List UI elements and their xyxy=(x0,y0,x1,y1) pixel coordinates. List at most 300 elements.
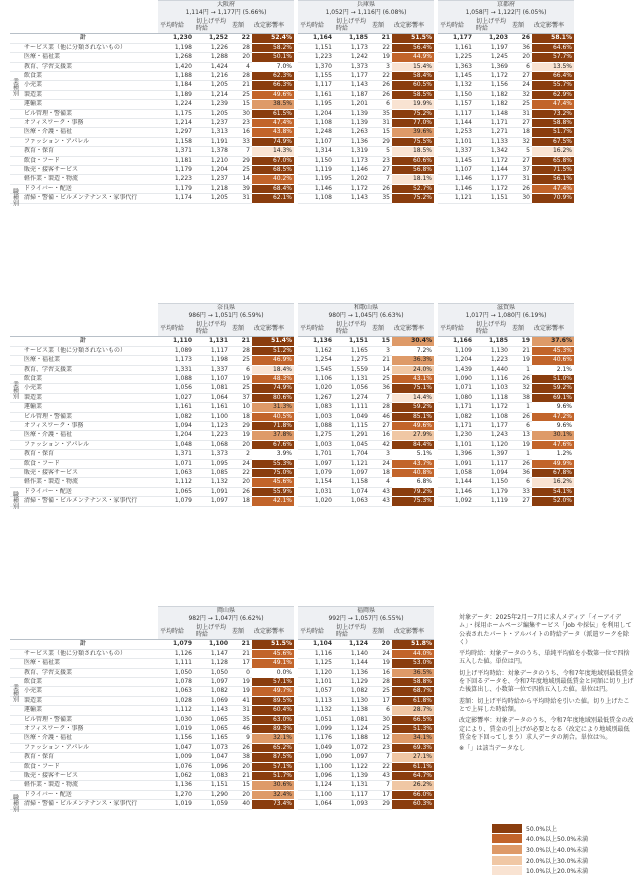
impact-rate-cell: 74.9% xyxy=(252,137,294,146)
raised-wage-cell: 1,291 xyxy=(334,431,370,440)
raised-wage-cell: 1,119 xyxy=(474,497,510,506)
avg-wage-cell: 1,050 xyxy=(158,668,194,677)
raised-wage-cell: 1,072 xyxy=(334,743,370,752)
col-impact-rate: 改定影響率 xyxy=(532,320,574,337)
raised-wage-cell: 1,095 xyxy=(194,459,230,468)
raised-wage-cell: 1,115 xyxy=(334,421,370,430)
difference-cell: 6 xyxy=(510,421,532,430)
raised-wage-cell: 1,131 xyxy=(334,781,370,790)
raised-wage-cell: 1,165 xyxy=(334,346,370,355)
raised-wage-cell: 1,214 xyxy=(194,90,230,99)
difference-cell: 27 xyxy=(510,497,532,506)
difference-cell: 30 xyxy=(230,109,252,118)
row-label: 飲食業 xyxy=(10,71,158,80)
avg-wage-cell: 1,100 xyxy=(298,762,334,771)
avg-wage-cell: 1,337 xyxy=(438,147,474,156)
col-raised-wage: 切上げ平均時給 xyxy=(334,320,370,337)
raised-wage-cell: 1,263 xyxy=(334,128,370,137)
impact-rate-cell: 49.7% xyxy=(252,687,294,696)
table-row xyxy=(10,724,434,733)
raised-wage-cell: 1,197 xyxy=(474,43,510,52)
avg-wage-cell: 1,063 xyxy=(158,687,194,696)
avg-wage-cell: 1,112 xyxy=(158,478,194,487)
impact-rate-cell: 58.4% xyxy=(392,71,434,80)
impact-rate-cell: 79.2% xyxy=(392,487,434,496)
impact-rate-cell: 60.4% xyxy=(252,706,294,715)
difference-cell: 38 xyxy=(510,393,532,402)
row-label: 計 xyxy=(10,34,158,43)
difference-cell: 6 xyxy=(370,706,392,715)
row-label: 教育、学習支援業 xyxy=(10,62,158,71)
difference-cell: 0 xyxy=(230,668,252,677)
table-row xyxy=(10,450,574,459)
raised-wage-cell: 1,069 xyxy=(194,696,230,705)
avg-wage-cell: 1,101 xyxy=(438,137,474,146)
avg-wage-cell: 1,158 xyxy=(158,137,194,146)
impact-rate-cell: 26.2% xyxy=(392,781,434,790)
avg-wage-cell: 1,064 xyxy=(298,800,334,809)
difference-cell: 7 xyxy=(370,175,392,184)
impact-rate-cell: 13.5% xyxy=(532,62,574,71)
raised-wage-cell: 1,045 xyxy=(334,440,370,449)
raised-wage-cell: 1,151 xyxy=(194,781,230,790)
table-row xyxy=(10,487,574,496)
table-row xyxy=(10,677,434,686)
impact-rate-cell: 7.0% xyxy=(252,62,294,71)
avg-wage-cell: 1,019 xyxy=(158,724,194,733)
raised-wage-cell: 1,223 xyxy=(194,431,230,440)
avg-wage-cell: 1,117 xyxy=(438,109,474,118)
group-label-text: 職種別 xyxy=(11,794,19,812)
difference-cell: 38 xyxy=(230,753,252,762)
color-legend xyxy=(492,823,588,876)
raised-wage-cell: 1,373 xyxy=(334,62,370,71)
difference-cell: 29 xyxy=(230,156,252,165)
avg-wage-cell: 1,107 xyxy=(438,165,474,174)
difference-cell: 26 xyxy=(510,412,532,421)
legend-item xyxy=(492,823,588,834)
raised-wage-cell: 1,140 xyxy=(334,649,370,658)
raised-wage-cell: 1,237 xyxy=(194,118,230,127)
avg-wage-cell: 1,031 xyxy=(298,487,334,496)
raised-wage-cell: 1,050 xyxy=(194,668,230,677)
table-row xyxy=(10,356,574,365)
impact-rate-cell: 18.5% xyxy=(392,147,434,156)
raised-wage-cell: 1,133 xyxy=(474,137,510,146)
difference-cell: 30 xyxy=(370,715,392,724)
impact-rate-cell: 40.5% xyxy=(252,412,294,421)
min-wage-change: 1,052円 → 1,116円 (6.08%) xyxy=(298,9,434,17)
row-label: 計 xyxy=(10,640,158,649)
raised-wage-cell: 1,117 xyxy=(194,346,230,355)
table-row xyxy=(10,734,434,743)
col-impact-rate: 改定影響率 xyxy=(252,623,294,640)
impact-rate-cell: 18.1% xyxy=(392,175,434,184)
table-row xyxy=(10,71,574,80)
raised-wage-cell: 1,131 xyxy=(334,374,370,383)
difference-cell: 4 xyxy=(370,478,392,487)
difference-cell: 28 xyxy=(370,677,392,686)
avg-wage-cell: 1,198 xyxy=(158,43,194,52)
row-label: 清掃・警備・ビルメンテナンス・家事代行 xyxy=(10,497,158,506)
impact-rate-cell: 89.5% xyxy=(252,696,294,705)
impact-rate-cell: 58.2% xyxy=(252,43,294,52)
prefecture-name: 福岡県 xyxy=(298,607,434,615)
impact-rate-cell: 61.1% xyxy=(392,762,434,771)
raised-wage-cell: 1,172 xyxy=(474,184,510,193)
col-difference: 差額 xyxy=(510,17,532,34)
raised-wage-cell: 1,085 xyxy=(194,468,230,477)
avg-wage-cell: 1,331 xyxy=(158,365,194,374)
impact-rate-cell: 46.9% xyxy=(252,356,294,365)
impact-rate-cell: 43.7% xyxy=(392,459,434,468)
impact-rate-cell: 32.4% xyxy=(252,790,294,799)
difference-cell: 41 xyxy=(230,696,252,705)
row-label: 運輸業 xyxy=(10,706,158,715)
difference-cell: 26 xyxy=(510,34,532,43)
col-difference: 差額 xyxy=(230,320,252,337)
avg-wage-cell: 1,071 xyxy=(158,459,194,468)
row-label: 教育、学習支援業 xyxy=(10,668,158,677)
row-label: 計 xyxy=(10,337,158,346)
prefecture-name: 滋賀県 xyxy=(438,304,574,312)
raised-wage-cell: 1,064 xyxy=(194,393,230,402)
prefecture-name: 岡山県 xyxy=(158,607,294,615)
col-raised-wage: 切上げ平均時給 xyxy=(474,17,510,34)
note-source: 対象データ：2025年2月〜7月に求人メディア「イーアイデム」・採用ホームページ編集サービス「Job や採伝」を利用して公表されたパート・アルバイトの時給データ（派遣ワークを除く） xyxy=(459,614,632,646)
difference-cell: 24 xyxy=(370,459,392,468)
difference-cell: 29 xyxy=(370,137,392,146)
avg-wage-cell: 1,225 xyxy=(438,53,474,62)
row-label: オフィスワーク・事務 xyxy=(10,724,158,733)
impact-rate-cell: 58.8% xyxy=(392,677,434,686)
avg-wage-cell: 1,058 xyxy=(438,468,474,477)
avg-wage-cell: 1,020 xyxy=(298,384,334,393)
note-avg: 平均時給：対象データのうち、単純平均値を小数第一位で四捨五入した値。単位は円。 xyxy=(459,650,630,666)
avg-wage-cell: 1,204 xyxy=(438,356,474,365)
avg-wage-cell: 1,028 xyxy=(158,696,194,705)
difference-cell: 19 xyxy=(370,53,392,62)
avg-wage-cell: 1,146 xyxy=(438,487,474,496)
raised-wage-cell: 1,242 xyxy=(334,53,370,62)
avg-wage-cell: 1,117 xyxy=(298,81,334,90)
legend-label: 10.0%以上20.0%未満 xyxy=(526,868,589,876)
raised-wage-cell: 1,130 xyxy=(474,346,510,355)
difference-cell: 43 xyxy=(370,497,392,506)
impact-rate-cell: 47.4% xyxy=(532,100,574,109)
raised-wage-cell: 1,172 xyxy=(474,156,510,165)
raised-wage-cell: 1,123 xyxy=(194,421,230,430)
avg-wage-cell: 1,020 xyxy=(298,497,334,506)
raised-wage-cell: 1,147 xyxy=(194,649,230,658)
avg-wage-cell: 1,094 xyxy=(158,421,194,430)
raised-wage-cell: 1,136 xyxy=(334,668,370,677)
impact-rate-cell: 69.1% xyxy=(532,393,574,402)
table-row xyxy=(10,715,434,724)
data-table xyxy=(10,606,434,810)
col-avg-wage: 平均時給 xyxy=(298,320,334,337)
impact-rate-cell: 69.3% xyxy=(392,743,434,752)
table-row xyxy=(10,781,434,790)
avg-wage-cell: 1,107 xyxy=(298,137,334,146)
raised-wage-cell: 1,143 xyxy=(334,194,370,203)
difference-cell: 22 xyxy=(230,468,252,477)
legend-item xyxy=(492,834,588,845)
difference-cell: 18 xyxy=(230,497,252,506)
avg-wage-cell: 1,230 xyxy=(438,431,474,440)
avg-wage-cell: 1,104 xyxy=(298,640,334,649)
table-row xyxy=(10,668,434,677)
difference-cell: 30 xyxy=(510,194,532,203)
impact-rate-cell: 71.8% xyxy=(252,421,294,430)
impact-rate-cell: 54.1% xyxy=(532,487,574,496)
difference-cell: 26 xyxy=(370,90,392,99)
raised-wage-cell: 1,204 xyxy=(194,165,230,174)
difference-cell: 17 xyxy=(230,659,252,668)
row-label: 医療・福祉業 xyxy=(10,53,158,62)
difference-cell: 35 xyxy=(370,109,392,118)
raised-wage-cell: 1,203 xyxy=(474,34,510,43)
difference-cell: 14 xyxy=(230,175,252,184)
impact-rate-cell: 32.1% xyxy=(252,734,294,743)
impact-rate-cell: 40.2% xyxy=(252,175,294,184)
avg-wage-cell: 1,146 xyxy=(438,175,474,184)
avg-wage-cell: 1,230 xyxy=(158,34,194,43)
min-wage-change: 992円 → 1,057円 (6.55%) xyxy=(298,615,434,623)
avg-wage-cell: 1,195 xyxy=(298,100,334,109)
raised-wage-cell: 1,218 xyxy=(194,184,230,193)
difference-cell: 2 xyxy=(230,450,252,459)
row-label: サービス業（他に分類されないもの） xyxy=(10,43,158,52)
col-raised-wage: 切上げ平均時給 xyxy=(334,17,370,34)
difference-cell: 24 xyxy=(230,459,252,468)
avg-wage-cell: 1,019 xyxy=(158,800,194,809)
raised-wage-cell: 1,122 xyxy=(334,762,370,771)
avg-wage-cell: 1,082 xyxy=(438,412,474,421)
avg-wage-cell: 1,099 xyxy=(298,724,334,733)
raised-wage-cell: 1,424 xyxy=(194,62,230,71)
difference-cell: 27 xyxy=(370,165,392,174)
table-row xyxy=(10,337,574,346)
avg-wage-cell: 1,112 xyxy=(158,706,194,715)
raised-wage-cell: 1,081 xyxy=(334,715,370,724)
table-row xyxy=(10,147,574,156)
impact-rate-cell: 51.5% xyxy=(252,640,294,649)
raised-wage-cell: 1,100 xyxy=(194,412,230,421)
difference-cell: 31 xyxy=(510,109,532,118)
avg-wage-cell: 1,420 xyxy=(158,62,194,71)
raised-wage-cell: 1,187 xyxy=(334,90,370,99)
avg-wage-cell: 1,111 xyxy=(158,659,194,668)
avg-wage-cell: 1,253 xyxy=(438,128,474,137)
row-label: ドライバー・配送 xyxy=(10,184,158,193)
impact-rate-cell: 51.5% xyxy=(392,34,434,43)
difference-cell: 32 xyxy=(510,384,532,393)
raised-wage-cell: 1,148 xyxy=(474,109,510,118)
raised-wage-cell: 1,097 xyxy=(334,753,370,762)
difference-cell: 3 xyxy=(370,62,392,71)
impact-rate-cell: 75.3% xyxy=(392,497,434,506)
row-label: 軽作業・製造・物流 xyxy=(10,478,158,487)
impact-rate-cell: 27.1% xyxy=(392,753,434,762)
row-label: 販売・接客サービス xyxy=(10,468,158,477)
impact-rate-cell: 51.7% xyxy=(532,128,574,137)
note-diff: 差額：切上げ平均時給から平均時給を引いた値。切り上げたことで上昇した時給額。 xyxy=(459,697,630,713)
impact-rate-cell: 63.0% xyxy=(252,715,294,724)
difference-cell: 21 xyxy=(230,649,252,658)
raised-wage-cell: 1,173 xyxy=(334,43,370,52)
impact-rate-cell: 5.1% xyxy=(392,450,434,459)
impact-rate-cell: 68.5% xyxy=(252,165,294,174)
difference-cell: 22 xyxy=(370,43,392,52)
raised-wage-cell: 1,056 xyxy=(334,384,370,393)
impact-rate-cell: 44.9% xyxy=(392,53,434,62)
avg-wage-cell: 1,166 xyxy=(438,337,474,346)
avg-wage-cell: 1,121 xyxy=(438,194,474,203)
data-table xyxy=(10,0,574,204)
col-difference: 差額 xyxy=(370,17,392,34)
impact-rate-cell: 45.6% xyxy=(252,478,294,487)
raised-wage-cell: 1,182 xyxy=(474,90,510,99)
impact-rate-cell: 24.0% xyxy=(392,365,434,374)
avg-wage-cell: 1,371 xyxy=(158,450,194,459)
raised-wage-cell: 1,342 xyxy=(474,147,510,156)
difference-cell: 6 xyxy=(370,100,392,109)
difference-cell: 19 xyxy=(510,356,532,365)
avg-wage-cell: 1,119 xyxy=(298,165,334,174)
avg-wage-cell: 1,223 xyxy=(298,53,334,62)
impact-rate-cell: 30.4% xyxy=(392,337,434,346)
avg-wage-cell: 1,124 xyxy=(298,781,334,790)
note-empty: ※「」は該当データなし xyxy=(459,745,526,753)
difference-cell: 25 xyxy=(510,100,532,109)
difference-cell: 7 xyxy=(370,753,392,762)
raised-wage-cell: 1,378 xyxy=(194,147,230,156)
raised-wage-cell: 1,138 xyxy=(334,706,370,715)
raised-wage-cell: 1,245 xyxy=(474,53,510,62)
row-label: 医療・介護・福祉 xyxy=(10,734,158,743)
avg-wage-cell: 1,157 xyxy=(438,100,474,109)
row-label: 教育、学習支援業 xyxy=(10,365,158,374)
avg-wage-cell: 1,092 xyxy=(438,497,474,506)
impact-rate-cell: 51.0% xyxy=(532,374,574,383)
table-row xyxy=(10,649,434,658)
difference-cell: 27 xyxy=(370,421,392,430)
avg-wage-cell: 1,177 xyxy=(438,34,474,43)
impact-rate-cell: 64.7% xyxy=(392,771,434,780)
avg-wage-cell: 1,145 xyxy=(438,156,474,165)
raised-wage-cell: 1,185 xyxy=(474,337,510,346)
impact-rate-cell: 34.1% xyxy=(392,734,434,743)
group-label-industry xyxy=(11,684,19,704)
legend-label: 30.0%以上40.0%未満 xyxy=(526,846,589,854)
avg-wage-cell: 1,113 xyxy=(298,696,334,705)
raised-wage-cell: 1,313 xyxy=(194,128,230,137)
avg-wage-cell: 1,184 xyxy=(158,81,194,90)
difference-cell: 37 xyxy=(230,393,252,402)
group-label-text: 業種別 xyxy=(11,381,19,399)
avg-wage-cell: 1,056 xyxy=(158,384,194,393)
difference-cell: 22 xyxy=(230,34,252,43)
avg-wage-cell: 1,176 xyxy=(298,734,334,743)
difference-cell: 1 xyxy=(510,450,532,459)
impact-rate-cell: 52.7% xyxy=(392,184,434,193)
impact-rate-cell: 62.3% xyxy=(252,71,294,80)
difference-cell: 32 xyxy=(510,90,532,99)
difference-cell: 35 xyxy=(230,715,252,724)
raised-wage-cell: 1,130 xyxy=(334,696,370,705)
difference-cell: 26 xyxy=(510,459,532,468)
avg-wage-cell: 1,125 xyxy=(298,659,334,668)
avg-wage-cell: 1,144 xyxy=(438,478,474,487)
table-row xyxy=(10,194,574,203)
raised-wage-cell: 1,097 xyxy=(194,497,230,506)
difference-cell: 31 xyxy=(510,175,532,184)
impact-rate-cell: 75.0% xyxy=(252,468,294,477)
avg-wage-cell: 1,396 xyxy=(438,450,474,459)
impact-rate-cell: 19.9% xyxy=(392,100,434,109)
difference-cell: 26 xyxy=(230,743,252,752)
difference-cell: 24 xyxy=(510,81,532,90)
difference-cell: 31 xyxy=(230,194,252,203)
impact-rate-cell: 57.7% xyxy=(532,53,574,62)
difference-cell: 24 xyxy=(370,649,392,658)
impact-rate-cell: 62.1% xyxy=(252,194,294,203)
avg-wage-cell: 1,297 xyxy=(158,128,194,137)
raised-wage-cell: 1,704 xyxy=(334,450,370,459)
impact-rate-cell: 56.8% xyxy=(392,165,434,174)
impact-rate-cell: 49.6% xyxy=(392,421,434,430)
table-row xyxy=(10,184,574,193)
raised-wage-cell: 1,275 xyxy=(334,356,370,365)
raised-wage-cell: 1,047 xyxy=(194,753,230,762)
avg-wage-cell: 1,080 xyxy=(438,393,474,402)
avg-wage-cell: 1,439 xyxy=(438,365,474,374)
raised-wage-cell: 1,319 xyxy=(334,147,370,156)
impact-rate-cell: 67.0% xyxy=(252,156,294,165)
raised-wage-cell: 1,188 xyxy=(334,734,370,743)
avg-wage-cell: 1,078 xyxy=(158,677,194,686)
avg-wage-cell: 1,162 xyxy=(298,346,334,355)
row-label: 医療・介護・福祉 xyxy=(10,128,158,137)
impact-rate-cell: 55.3% xyxy=(252,459,294,468)
difference-cell: 16 xyxy=(230,128,252,137)
difference-cell: 27 xyxy=(510,156,532,165)
group-label-text: 職種別 xyxy=(11,491,19,509)
raised-wage-cell: 1,139 xyxy=(334,118,370,127)
difference-cell: 28 xyxy=(230,71,252,80)
impact-rate-cell: 56.1% xyxy=(532,175,574,184)
raised-wage-cell: 1,288 xyxy=(194,53,230,62)
raised-wage-cell: 1,091 xyxy=(194,487,230,496)
impact-rate-cell: 64.6% xyxy=(532,43,574,52)
impact-rate-cell: 67.5% xyxy=(532,137,574,146)
raised-wage-cell: 1,172 xyxy=(474,403,510,412)
difference-cell: 3 xyxy=(370,450,392,459)
avg-wage-cell: 1,009 xyxy=(158,753,194,762)
difference-cell: 36 xyxy=(510,43,532,52)
avg-wage-cell: 1,097 xyxy=(298,459,334,468)
raised-wage-cell: 1,150 xyxy=(474,478,510,487)
difference-cell: 25 xyxy=(370,724,392,733)
difference-cell: 19 xyxy=(230,677,252,686)
avg-wage-cell: 1,096 xyxy=(298,771,334,780)
table-row xyxy=(10,771,434,780)
raised-wage-cell: 1,226 xyxy=(194,43,230,52)
avg-wage-cell: 1,314 xyxy=(298,147,334,156)
legend-swatch xyxy=(492,834,522,843)
avg-wage-cell: 1,108 xyxy=(298,118,334,127)
